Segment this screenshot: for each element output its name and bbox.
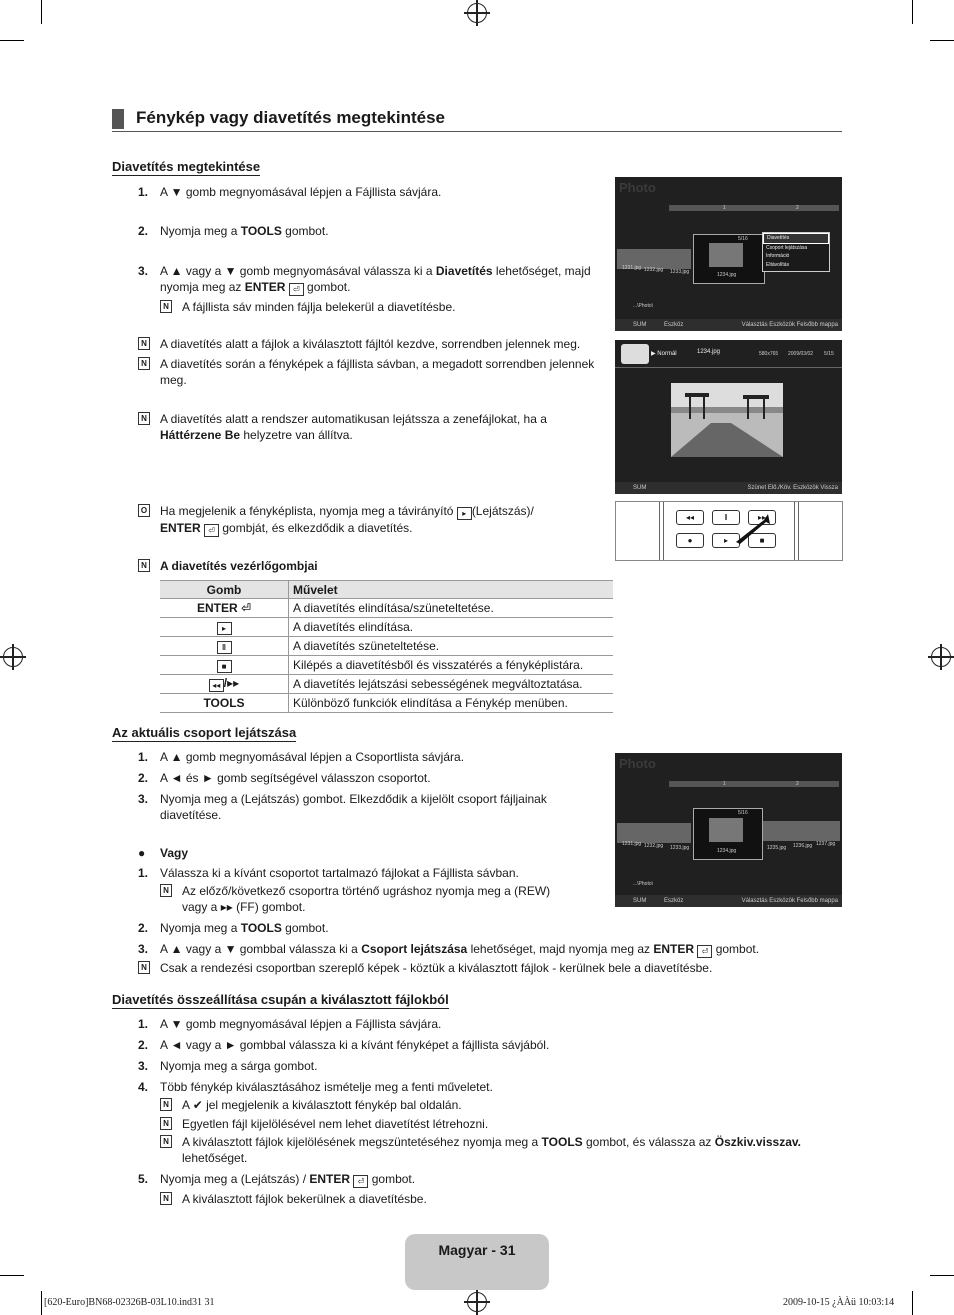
pause-button-icon: ‖ [712,510,740,525]
alt-step-2: 2. Nyomja meg a TOOLS gombot. [138,921,329,935]
enter-key-icon: ⏎ [289,283,304,296]
pause-key-icon: ‖ [217,641,232,654]
controls-table: Gomb Művelet ENTER ⏎ A diavetítés elindítása/szüneteltetése. ▸ A diavetítés elindítása. ‖ A diavetítés szüneteltetése. ■ Kilépés a diavetítésből és visszatérés a fényképlistára. ◂◂ /▸▸ A diavetítés lejátszási sebességének megváltoztatása. TOOLS Különböző funkciók elindítása a Fénykép menüben. [160,580,613,713]
remote-control-illustration [615,501,843,561]
group-bar [669,781,839,787]
note: N A diavetítés vezérlőgombjai [138,558,608,574]
note-icon: N [160,1135,172,1148]
selected-file-popup: 5/16 1234.jpg [693,808,763,860]
play-key-icon: ▸ [217,622,232,635]
step-2: 2. Nyomja meg a TOOLS gombot. [138,224,329,238]
record-button-icon: ● [676,533,704,548]
registration-mark-icon [3,647,23,667]
note-icon: O [138,504,150,517]
tv-screen-photo-list: Photo 1 2 1231.jpg 1232.jpg 1233.jpg 5/16 1234.jpg Diavetítés Csoport lejátszása Információ Eltávolítás ...\Photo\ SUM Eszköz Választás Eszközök Felsőbb mappa [615,177,842,331]
note: O Ha megjelenik a fényképlista, nyomja meg a távirányító ▸ (Lejátszás)/ ENTER ⏎ gombját, és elkezdődik a diavetítés. [138,503,608,537]
note-icon: N [138,357,150,370]
selected-file-popup: 5/16 1234.jpg [693,234,765,284]
enter-key-icon: ⏎ [353,1175,368,1188]
screen-bottom-bar: SUM Eszköz Választás Eszközök Felsőbb mappa [615,319,842,331]
registration-mark-icon [931,647,951,667]
bullet-or: ● Vagy [138,846,189,860]
step-3: 3. Nyomja meg a (Lejátszás) gombot. Elkezdődik a kijelölt csoport fájljainak diavetítése. [138,792,547,822]
step-3: 3. Nyomja meg a sárga gombot. [138,1059,318,1073]
crop-mark [912,1291,913,1315]
note-icon: N [160,1117,172,1130]
alt-step-3: 3. A ▲ vagy a ▼ gombbal válassza ki a Csoport lejátszása lehetőséget, majd nyomja meg az ENTER ⏎ gombot. [138,942,760,956]
title-marker [112,109,124,129]
screen-bottom-bar: SUM Eszköz Választás Eszközök Felsőbb mappa [615,895,842,907]
table-row: ENTER ⏎ A diavetítés elindítása/szüneteltetése. [160,599,613,618]
note-icon: N [138,559,150,572]
enter-key-icon: ⏎ [204,524,219,537]
photo-mode-icon [621,344,649,364]
registration-mark-icon [467,1292,487,1312]
screen-bottom-bar: SUM Szünet Elő./Köv. Eszközök Vissza [615,482,842,494]
stop-key-icon: ■ [217,660,232,673]
step-1: 1. A ▲ gomb megnyomásával lépjen a Csoportlista sávjára. [138,750,465,764]
table-row: ▸ A diavetítés elindítása. [160,618,613,637]
crop-mark [41,0,42,24]
page-title: Fénykép vagy diavetítés megtekintése [136,108,445,127]
crop-mark [0,1275,24,1276]
play-button-icon: ▸ [712,533,740,548]
play-key-icon: ▸ [457,507,472,520]
note-icon: N [138,412,150,425]
note-icon: N [160,1192,172,1205]
note: N Az előző/következő csoportra történő ugráshoz nyomja meg a (REW) vagy a ▸▸ (FF) gombot. [160,883,600,915]
enter-key-icon: ⏎ [697,945,712,958]
note: N A kiválasztott fájlok kijelölésének megszüntetéséhez nyomja meg a TOOLS gombot, és válassza az Öszkiv.visszav. lehetőséget. [160,1134,830,1166]
table-row: ◂◂ /▸▸ A diavetítés lejátszási sebességének megváltoztatása. [160,675,613,694]
page-number-tab: Magyar - 31 [405,1234,549,1290]
step-2: 2. A ◄ és ► gomb segítségével válasszon csoportot. [138,771,431,785]
note: N A kiválasztott fájlok bekerülnek a diavetítésbe. [160,1191,820,1207]
group-bar [669,205,839,211]
beach-photo [671,383,783,457]
tv-screen-group-list: Photo 1 2 1231.jpg 1232.jpg 1233.jpg 1235.jpg 1236.jpg 1237.jpg 5/16 1234.jpg ...\Photo\ SUM Eszköz Választás Eszközök Felsőbb mappa [615,753,842,907]
tv-screen-slideshow: ▶ Normál 1234.jpg 580x765 2009/03/02 5/15 SUM Szünet Elő./Köv. Eszközök Vissza [615,340,842,494]
table-row: ■ Kilépés a diavetítésből és visszatérés a fényképlistára. [160,656,613,675]
note: N A fájllista sáv minden fájlja belekerül a diavetítésbe. [160,299,610,315]
note: N A diavetítés során a fényképek a fájllista sávban, a megadott sorrendben jelennek meg. [138,356,608,388]
crop-mark [930,40,954,41]
note: N Csak a rendezési csoportban szereplő képek - köztük a kiválasztott fájlok - kerülnek bele a diavetítésbe. [138,960,838,976]
menu-item-info[interactable]: Információ [766,253,790,259]
step-4: 4. Több fénykép kiválasztásához ismételje meg a fenti műveletet. [138,1080,493,1094]
step-1: 1. A ▼ gomb megnyomásával lépjen a Fájllista sávjára. [138,1017,442,1031]
note-icon: N [160,884,172,897]
menu-item-slideshow[interactable]: Diavetítés [763,233,829,244]
table-row: TOOLS Különböző funkciók elindítása a Fénykép menüben. [160,694,613,713]
crop-mark [912,0,913,24]
note: N A diavetítés alatt a rendszer automatikusan lejátssza a zenefájlokat, ha a Háttérzene Be helyzetre van állítva. [138,411,608,443]
section-heading-group-play: Az aktuális csoport lejátszása [112,725,297,740]
section-heading-slideshow: Diavetítés megtekintése [112,159,261,174]
tools-menu[interactable] [762,232,830,272]
note-icon: N [160,300,172,313]
note: N A ✔ jel megjelenik a kiválasztott fénykép bal oldalán. [160,1097,820,1113]
note: N Egyetlen fájl kijelölésével nem lehet diavetítést létrehozni. [160,1116,820,1132]
rew-button-icon: ◂◂ [676,510,704,525]
ff-button-icon: ▸▸ [748,510,776,525]
note-icon: N [160,1098,172,1111]
thumbnail-strip [617,823,691,843]
stop-button-icon: ■ [748,533,776,548]
table-row: ‖ A diavetítés szüneteltetése. [160,637,613,656]
pointer-arrow-icon [734,514,774,544]
alt-step-1: 1. Válassza ki a kívánt csoportot tartalmazó fájlokat a Fájllista sávban. [138,866,519,880]
crop-mark [0,40,24,41]
note-icon: N [138,961,150,974]
step-3: 3. A ▲ vagy a ▼ gomb megnyomásával válassza ki a Diavetítés lehetőséget, majd nyomja meg az ENTER ⏎ gombot. [138,264,591,294]
checkmark-icon: ✔ [192,1098,203,1112]
step-2: 2. A ◄ vagy a ► gombbal válassza ki a kívánt fényképet a fájllista sávjából. [138,1038,550,1052]
menu-item-group-play[interactable]: Csoport lejátszása [766,244,808,251]
step-5: 5. Nyomja meg a (Lejátszás) / ENTER ⏎ gombot. [138,1172,416,1186]
print-slug-right: 2009-10-15 ¿ÀÀü 10:03:14 [783,1297,895,1308]
thumbnail-strip [761,821,840,841]
step-1: 1. A ▼ gomb megnyomásával lépjen a Fájllista sávjára. [138,185,442,199]
menu-item-remove[interactable]: Eltávolítás [766,261,790,268]
page-title-bar [112,107,842,132]
crop-mark [41,1291,42,1315]
registration-mark-icon [467,3,487,23]
print-slug-left: [620-Euro]BN68-02326B-03L10.ind31 31 [44,1297,215,1308]
section-heading-selected-files: Diavetítés összeállítása csupán a kiválasztott fájlokból [112,992,449,1007]
note-icon: N [138,337,150,350]
rew-key-icon: ◂◂ [209,679,224,692]
note: N A diavetítés alatt a fájlok a kiválasztott fájltól kezdve, sorrendben jelennek meg. [138,336,608,352]
crop-mark [930,1275,954,1276]
